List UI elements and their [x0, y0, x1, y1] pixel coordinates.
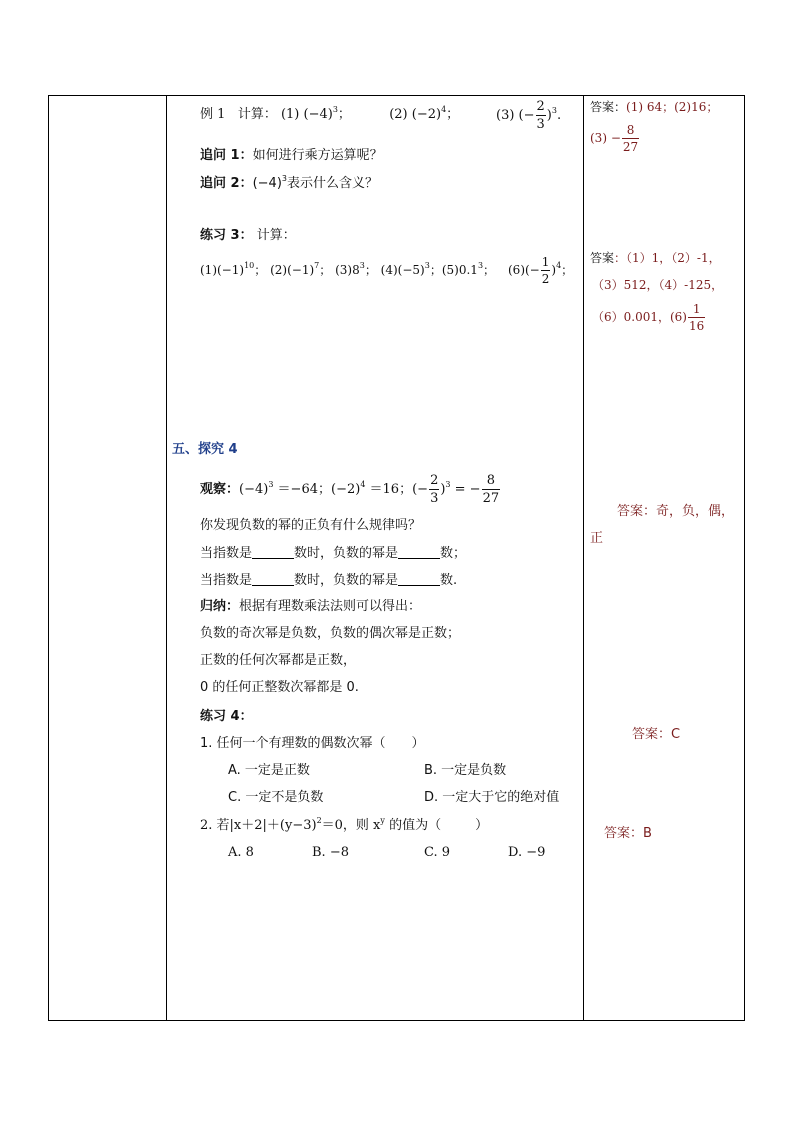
q1-option-d: D. 一定大于它的绝对值: [424, 790, 560, 805]
answer-1-line-2: (3) − $\frac{8}{27}$: [590, 123, 639, 154]
answer-fraction-8-27: $\frac{8}{27}$: [622, 123, 639, 154]
q1-option-b: B. 一定是负数: [424, 763, 507, 778]
practice-4-q2: 2. 若$|x+2|+(y-3)^2=0$，则 $x^y$ 的值为（ ）: [200, 816, 489, 833]
blank-2: [398, 546, 440, 559]
answer-3-line-2: 正: [590, 531, 604, 546]
blank-1: [252, 546, 294, 559]
answer-4: 答案：C: [632, 727, 681, 742]
q2-option-c: C. 9: [424, 845, 451, 860]
answer-2-line-2: （3）512，（4）-125，: [592, 278, 724, 292]
question-line: 你发现负数的幂的正负有什么规律吗？: [200, 518, 422, 533]
practice-4-heading: 练习 4：: [200, 709, 253, 724]
followup-1: 追问 1：如何进行乘方运算呢？: [200, 148, 383, 163]
q2-option-a: A. 8: [228, 845, 254, 860]
q1-option-c: C. 一定不是负数: [228, 790, 324, 805]
fraction-one-half: $\frac{1}{2}$: [541, 255, 550, 286]
observe-line: 观察：$(-4)^3 =-64$；$(-2)^4 =16$；(− $\frac{2}{3}$ )$^3$ = − $\frac{8}{27}$: [200, 473, 500, 506]
fraction-eight-27ths: $\frac{8}{27}$: [482, 473, 500, 506]
practice-4-q1: 1. 任何一个有理数的偶数次幂（ ）: [200, 736, 425, 751]
blank-3: [252, 573, 294, 586]
q1-option-a: A. 一定是正数: [228, 763, 310, 778]
practice-3-heading: 练习 3： 计算：: [200, 228, 296, 243]
example-1-line: 例 1 计算： (1) $(-4)^3$； (2) $(-2)^4$；: [200, 105, 460, 122]
practice-3-item-6: (6)(− $\frac{1}{2}$ )$^4$；: [508, 255, 574, 286]
left-column-cell: [48, 95, 167, 1021]
answer-2-line-1: 答案：（1）1，（2）-1，: [590, 251, 721, 265]
summary-1: 负数的奇次幂是负数，负数的偶次幂是正数；: [200, 626, 461, 641]
answer-5: 答案：B: [604, 826, 652, 841]
answer-column-cell: [583, 95, 745, 1021]
rule-line-2: 当指数是 数时，负数的幂是 数.: [200, 573, 458, 588]
followup-2: 追问 2：$(-4)^3$表示什么含义？: [200, 174, 378, 191]
summary-2: 正数的任何次幂都是正数，: [200, 653, 357, 668]
answer-1-line-1: 答案：(1) 64；(2)16；: [590, 100, 719, 114]
q2-option-d: D. −9: [508, 845, 546, 860]
blank-4: [398, 573, 440, 586]
answer-2-line-3: （6）0.001，(6) $\frac{1}{16}$: [592, 302, 705, 333]
fraction-two-thirds: $\frac{2}{3}$: [536, 99, 545, 132]
answer-fraction-1-16: $\frac{1}{16}$: [689, 302, 705, 333]
answer-3-line-1: 答案：奇，负，偶，: [617, 504, 735, 519]
q2-option-b: B. −8: [312, 845, 349, 860]
fraction-two-thirds-observe: $\frac{2}{3}$: [430, 473, 439, 506]
rule-line-1: 当指数是 数时，负数的幂是 数；: [200, 546, 467, 561]
section-5-title: 五、探究 4: [172, 442, 238, 457]
practice-3-items: $(1)(-1)^{10}$； $(2)(-1)^7$； $(3)8^3$； $(4)(-5)^3$；$(5)0.1^3$；: [200, 261, 496, 277]
summary-3: 0 的任何正整数次幂都是 0.: [200, 680, 359, 695]
example-1-part-3: (3) (− $\frac{2}{3}$ )$^3$.: [496, 99, 562, 132]
summary-line: 归纳：根据有理数乘法法则可以得出：: [200, 599, 422, 614]
